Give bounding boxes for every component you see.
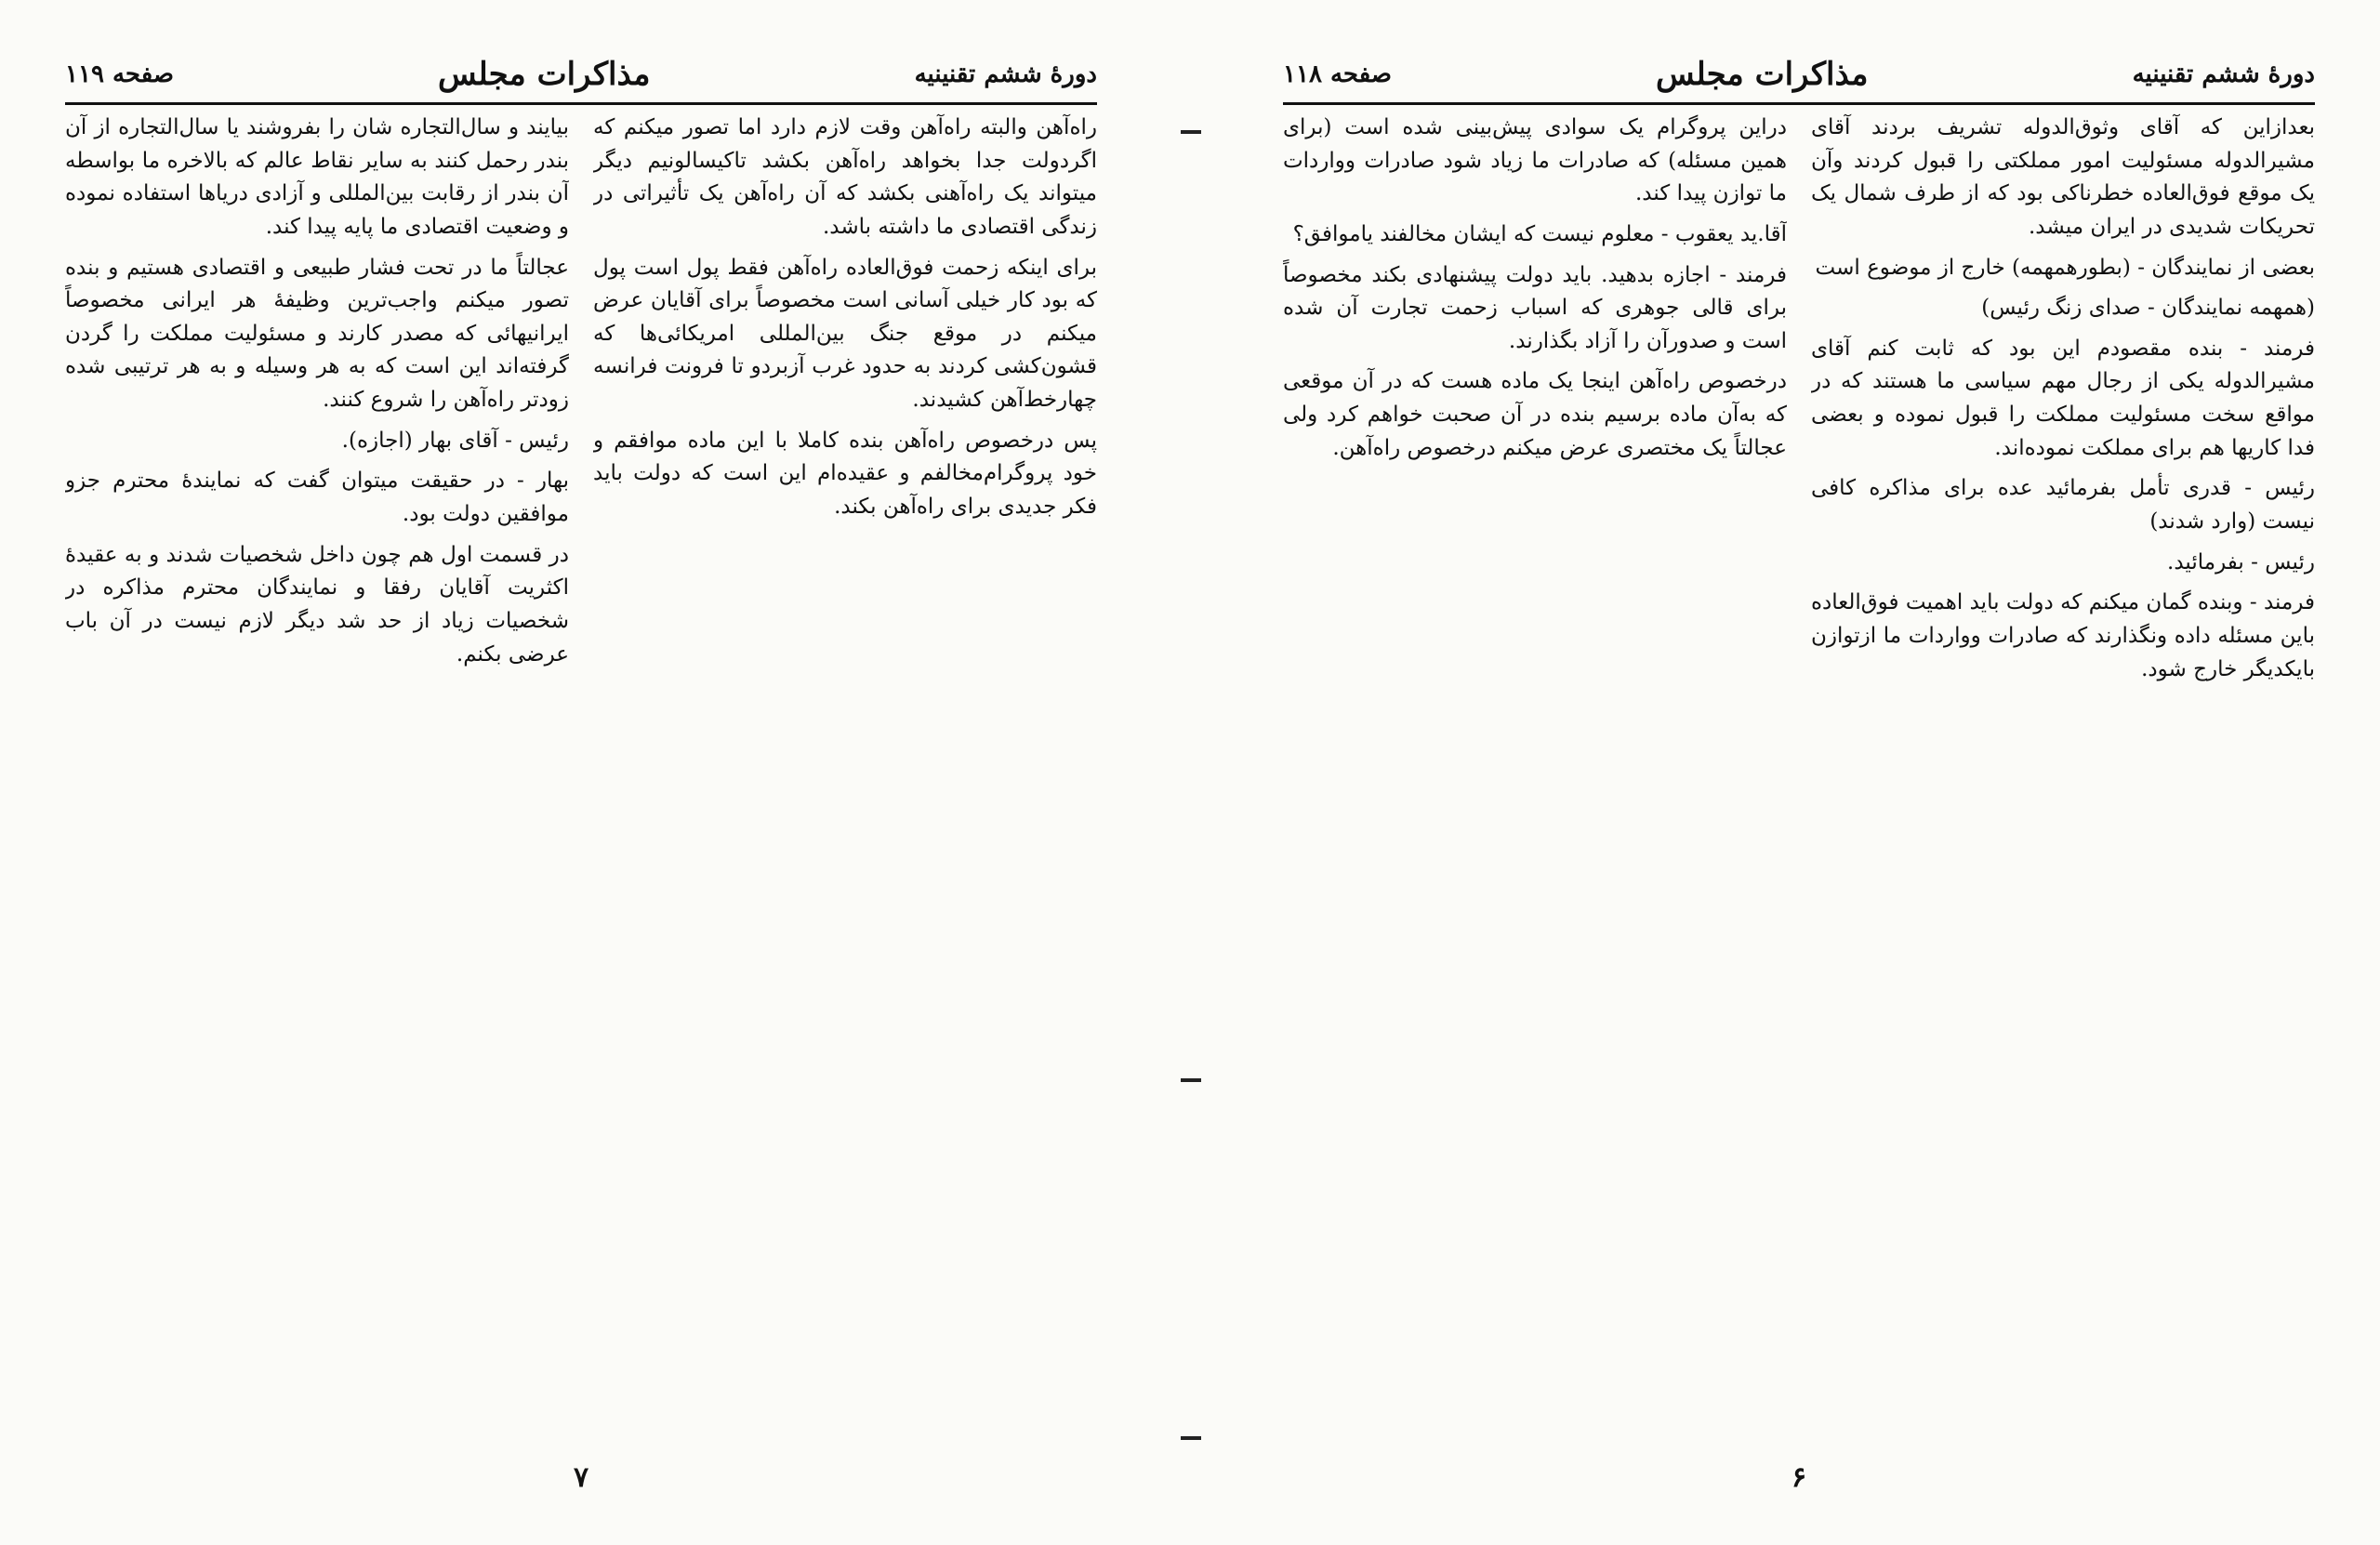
margin-mark xyxy=(1181,1436,1201,1440)
paragraph: پس درخصوص راه‌آهن بنده کاملا با این ماده موافقم و خود پروگرام‌مخالفم و عقیده‌ام این است که دولت باید فکر جدیدی برای راه‌آهن بکند. xyxy=(593,428,1097,520)
right-header xyxy=(1283,46,2315,105)
paragraph: رئیس - قدری تأمل بفرمائید عده برای مذاکره کافی نیست (وارد شدند) xyxy=(1811,476,2315,535)
left-footer-page-number: ۷ xyxy=(573,1461,589,1494)
spine xyxy=(1162,0,1218,1545)
right-columns xyxy=(1283,112,2315,1443)
margin-mark xyxy=(1181,130,1201,134)
left-columns xyxy=(65,112,1097,1443)
right-col-right xyxy=(1811,112,2315,1443)
paragraph: بهار - در حقیقت میتوان گفت که نمایندهٔ محترم جزو موافقین دولت بود. xyxy=(65,469,569,527)
paragraph: بعدازاین که آقای وثوق‌الدوله تشریف بردند آقای مشیرالدوله مسئولیت امور مملکتی را قبول کردند وآن یک موقع فوق‌العاده خطرناکی بود که از طرف شمال یک تحریکات شدیدی در ایران میشد. xyxy=(1811,115,2315,239)
left-col-left xyxy=(65,112,569,1443)
paragraph: برای اینکه زحمت فوق‌العاده راه‌آهن فقط پول است پول که بود کار خیلی آسانی است مخصوصاً برای آقایان عرض میکنم در موقع جنگ بین‌المللی امریکائی‌ها که قشون‌کشی کردند به حدود غرب آزبردو تا فرونت فرانسه چهارخط‌آهن کشیدند. xyxy=(593,255,1097,413)
left-header xyxy=(65,46,1097,105)
right-page xyxy=(1218,0,2380,1545)
left-page xyxy=(0,0,1162,1545)
paragraph: (همهمه نمایندگان - صدای زنگ رئیس) xyxy=(1981,296,2315,321)
paragraph: فرمند - بنده مقصودم این بود که ثابت کنم آقای مشیرالدوله یکی از رجال مهم سیاسی ما هستند که در مواقع سخت مسئولیت مملکت را قبول نموده و بعضی فدا کاریها هم برای مملکت نموده‌اند. xyxy=(1811,336,2315,460)
margin-mark xyxy=(1181,1078,1201,1082)
right-header-page-label: صفحه ۱۱۸ xyxy=(1283,60,1392,88)
left-header-title: مذاکرات مجلس xyxy=(438,56,651,93)
paragraph: درخصوص راه‌آهن اینجا یک ماده هست که در آن موقعی که به‌آن ماده برسیم بنده در آن صحبت خواهم کرد ولی عجالتاً یک مختصری عرض میکنم درخصوص راه‌آهن. xyxy=(1283,369,1787,460)
left-header-page-label: صفحه ۱۱۹ xyxy=(65,60,174,88)
right-header-session: دورهٔ ششم تقنینیه xyxy=(2132,60,2315,88)
paragraph: فرمند - اجازه بدهید. باید دولت پیشنهادی بکند مخصوصاً برای قالی جوهری که اسباب زحمت تجارت آن شده است و صدورآن را آزاد بگذارند. xyxy=(1283,262,1787,353)
paragraph: فرمند - وبنده گمان میکنم که دولت باید اهمیت فوق‌العاده باین مسئله داده ونگذارند که صادرات وواردات ما ازتوازن بایکدیگر خارج شود. xyxy=(1811,590,2315,681)
paragraph: آقا.ید یعقوب - معلوم نیست که ایشان مخالفند یاموافق؟ xyxy=(1292,221,1787,246)
right-header-title: مذاکرات مجلس xyxy=(1656,56,1869,93)
paragraph: بعضی از نمایندگان - (بطورهمهمه) خارج از موضوع است xyxy=(1815,255,2315,280)
left-header-session: دورهٔ ششم تقنینیه xyxy=(914,60,1097,88)
right-footer-page-number: ۶ xyxy=(1791,1461,1807,1494)
paragraph: در قسمت اول هم چون داخل شخصیات شدند و به عقیدهٔ اکثریت آقایان رفقا و نمایندگان محترم مذاکره در شخصیات زیاد از حد شد دیگر لازم نیست در آن باب عرضی بکنم. xyxy=(65,542,569,667)
paragraph: عجالتاً ما در تحت فشار طبیعی و اقتصادی هستیم و بنده تصور میکنم واجب‌ترین وظیفهٔ هر ایرانی مخصوصاً ایرانیهائی که مصدر کارند و مسئولیت مملکت را گردن گرفته‌اند این است که به هر وسیله و به هر ترتیبی شده زودتر راه‌آهن را شروع کنند. xyxy=(65,255,569,413)
paragraph: رئیس - آقای بهار (اجازه). xyxy=(341,428,569,453)
right-col-left xyxy=(1283,112,1787,1443)
left-col-right xyxy=(593,112,1097,1443)
paragraph: بیایند و سال‌التجاره شان را بفروشند یا سال‌التجاره از آن بندر رحمل کنند به سایر نقاط عالم که بالاخره ما بواسطه آن بندر از رقابت بین‌المللی و آزادی دریاها استفاده نموده و وضعیت اقتصادی ما پایه پیدا کند. xyxy=(65,115,569,239)
paragraph: دراین پروگرام یک سوادی پیش‌بینی شده است (برای همین مسئله) که صادرات ما زیاد شود صادرات وواردات ما توازن پیدا کند. xyxy=(1283,115,1787,206)
paragraph: رئیس - بفرمائید. xyxy=(2167,549,2315,574)
paragraph: راه‌آهن والبته راه‌آهن وقت لازم دارد اما تصور میکنم که اگردولت جدا بخواهد راه‌آهن بکشد تاکیسالونیم دیگر میتواند یک راه‌آهنی بکشد که آن راه‌آهن یک تأثیراتی در زندگی اقتصادی ما داشته باشد. xyxy=(593,115,1097,239)
